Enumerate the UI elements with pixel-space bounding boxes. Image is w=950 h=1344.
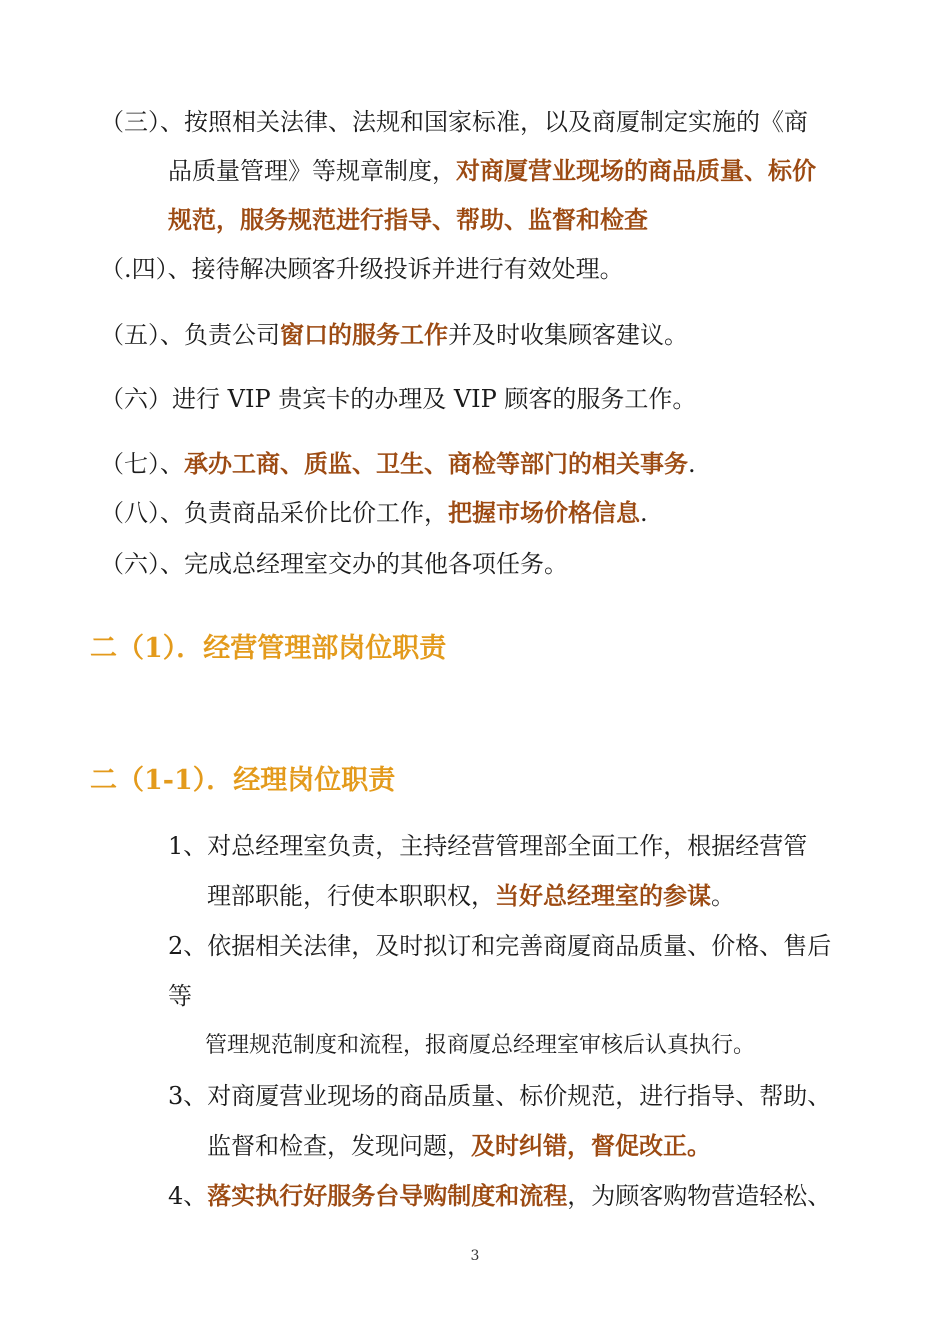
item-8 [100, 497, 648, 529]
item-8-text: （八）、负责商品采价比价工作， [100, 499, 448, 527]
duty-1-line1 [168, 830, 807, 862]
duty-3-emphasis: 及时纠错，督促改正。 [471, 1131, 711, 1160]
item-5-text-2: 并及时收集顾客建议。 [448, 321, 688, 349]
item-7 [100, 448, 696, 480]
duty-1-text: 1、对总经理室负责，主持经营管理部全面工作，根据经营管 [168, 832, 808, 860]
duty-1-line2 [207, 880, 735, 912]
section-heading-1: 二（1）．经营管理部岗位职责 [90, 633, 447, 664]
item-6 [100, 383, 696, 415]
duty-4-text: 4、 [168, 1182, 208, 1210]
duty-3-text: 3、对商厦营业现场的商品质量、标价规范，进行指导、帮助、 [168, 1082, 832, 1110]
duty-1-text-2: 理部职能，行使本职职权， [207, 882, 495, 910]
item-3-text: （三）、按照相关法律、法规和国家标准，以及商厦制定实施的《商 [100, 108, 808, 136]
duty-2-text-2: 等 [168, 982, 192, 1010]
item-3-line2 [168, 155, 816, 187]
item-8-emphasis: 把握市场价格信息 [448, 498, 640, 527]
item-4-text: （.四）、接待解决顾客升级投诉并进行有效处理。 [100, 255, 624, 283]
duty-4-emphasis: 落实执行好服务台导购制度和流程 [207, 1181, 568, 1210]
item-3-emphasis-2: 规范，服务规范进行指导、帮助、监督和检查 [168, 205, 648, 234]
duty-3-line2 [207, 1130, 711, 1162]
section-heading-2: 二（1-1）．经理岗位职责 [90, 765, 396, 796]
duty-2-line2 [168, 980, 192, 1012]
item-6b [100, 548, 568, 580]
duty-2-line3 [205, 1030, 755, 1062]
item-5-text: （五）、负责公司 [100, 321, 280, 349]
duty-2-text-3: 管理规范制度和流程，报商厦总经理室审核后认真执行。 [205, 1033, 756, 1058]
duty-4-text-2: ，为顾客购物营造轻松、 [567, 1182, 832, 1210]
duty-1-text-3: 。 [711, 882, 735, 910]
item-3-line3 [168, 204, 648, 236]
duty-2-text: 2、依据相关法律，及时拟订和完善商厦商品质量、价格、售后 [168, 932, 832, 960]
duty-2-line1 [168, 930, 831, 962]
duty-3-line1 [168, 1080, 831, 1112]
item-7-text-2: . [688, 450, 696, 478]
item-7-emphasis: 承办工商、质监、卫生、商检等部门的相关事务 [184, 449, 688, 478]
duty-1-emphasis: 当好总经理室的参谋 [495, 881, 711, 910]
item-6-text: （六）进行 VIP 贵宾卡的办理及 VIP 顾客的服务工作。 [100, 385, 697, 413]
item-4 [100, 253, 624, 285]
item-7-text: （七）、 [100, 450, 184, 478]
item-3-emphasis: 对商厦营业现场的商品质量、标价 [456, 156, 816, 185]
duty-3-text-2: 监督和检查，发现问题， [207, 1132, 471, 1160]
duty-4-line1 [168, 1180, 831, 1212]
item-3-text-2: 品质量管理》等规章制度， [168, 157, 456, 185]
item-3-line1 [100, 106, 808, 138]
item-5-emphasis: 窗口的服务工作 [280, 320, 448, 349]
page-number: 3 [470, 1248, 480, 1264]
item-6b-text: （六）、完成总经理室交办的其他各项任务。 [100, 550, 568, 578]
item-8-text-2: . [640, 499, 648, 527]
item-5 [100, 319, 688, 351]
